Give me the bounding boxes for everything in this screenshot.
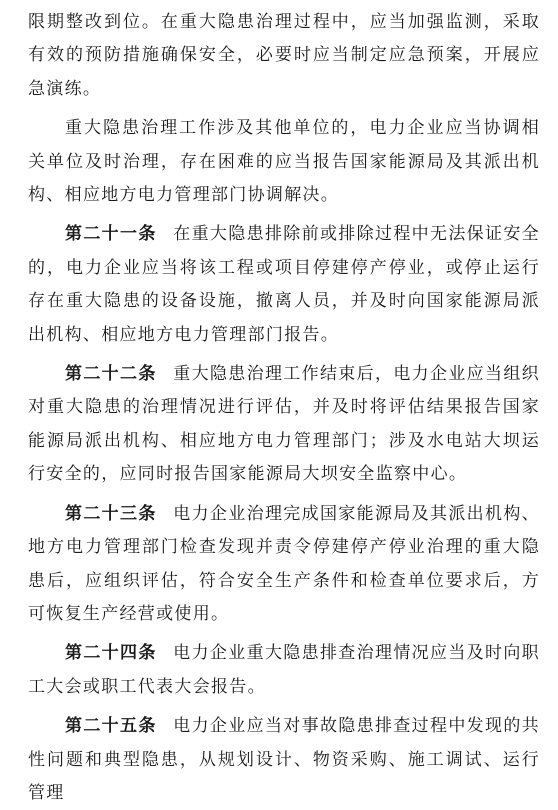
document-page: [28, 6, 540, 810]
article-text: 电力企业重大隐患排查治理情况应当及时向职工大会或职工代表大会报告。: [28, 643, 540, 697]
paragraph-text: 重大隐患治理工作涉及其他单位的，电力企业应当协调相关单位及时治理，存在困难的应当报告国家能源局及其派出机构、相应地方电力管理部门协调解决。: [28, 118, 540, 206]
article-heading: 第二十三条: [65, 503, 167, 524]
paragraph-continuation: [28, 6, 540, 106]
article-heading: 第二十五条: [65, 716, 167, 737]
article-text: 电力企业治理完成国家能源局及其派出机构、地方电力管理部门检查发现并责令停建停产停业治理的重大隐患后，应组织评估，符合安全生产条件和检查单位要求后，方可恢复生产经营或使用。: [28, 503, 540, 624]
article-23: [28, 498, 540, 632]
article-text: 电力企业应当对事故隐患排查过程中发现的共性问题和典型隐患，从规划设计、物资采购、施工调试、运行管理: [28, 716, 540, 803]
article-25: [28, 710, 540, 810]
article-heading: 第二十一条: [65, 224, 167, 245]
article-text: 在重大隐患排除前或排除过程中无法保证安全的，电力企业应当将该工程或项目停建停产停业，或停止运行存在重大隐患的设备设施，撤离人员，并及时向国家能源局派出机构、相应地方电力管理部门报告。: [28, 224, 540, 345]
article-22: [28, 358, 540, 492]
paragraph-text: 限期整改到位。在重大隐患治理过程中，应当加强监测，采取有效的预防措施确保安全，必要时应当制定应急预案，开展应急演练。: [28, 12, 540, 99]
article-heading: 第二十二条: [65, 364, 167, 385]
article-text: 重大隐患治理工作结束后，电力企业应当组织对重大隐患的治理情况进行评估，并及时将评估结果报告国家能源局派出机构、相应地方电力管理部门；涉及水电站大坝运行安全的，应同时报告国家能源局大坝安全监察中心。: [28, 364, 540, 485]
paragraph-coordination: [28, 112, 540, 212]
article-24: [28, 637, 540, 704]
article-heading: 第二十四条: [65, 643, 167, 664]
article-21: [28, 218, 540, 352]
